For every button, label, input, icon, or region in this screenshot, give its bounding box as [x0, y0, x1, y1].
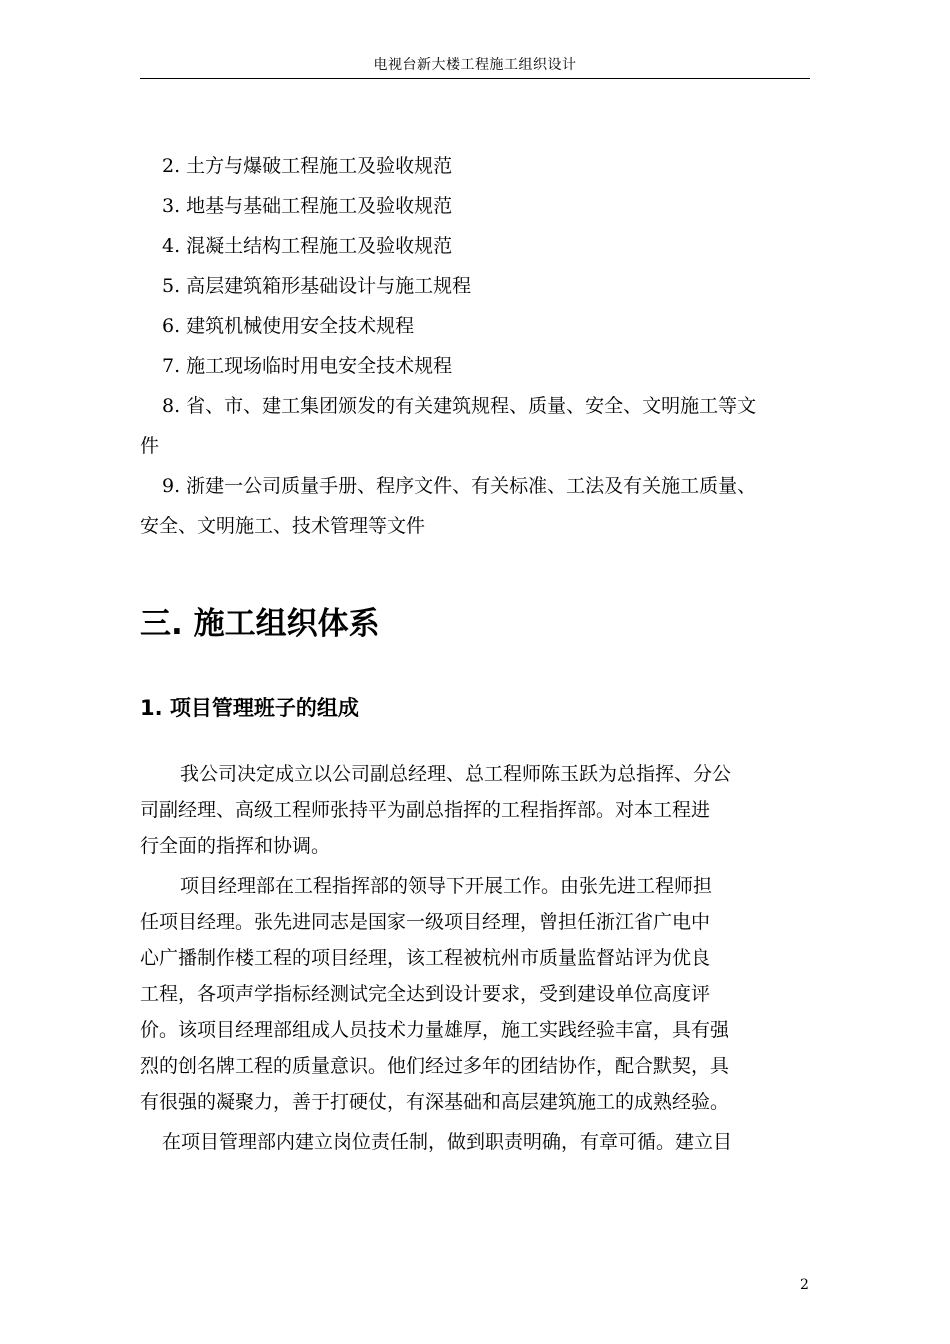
paragraph-line: 行全面的指挥和协调。	[140, 835, 331, 857]
paragraph-line: 司副经理、高级工程师张持平为副总指挥的工程指挥部。对本工程进	[140, 799, 711, 821]
paragraph-line: 价。该项目经理部组成人员技术力量雄厚，施工实践经验丰富，具有强	[140, 1019, 730, 1041]
page-header	[140, 56, 810, 79]
standards-list	[140, 146, 820, 546]
section-title: 三. 施工组织体系	[140, 606, 380, 642]
list-item-9	[140, 466, 820, 506]
subsection-title: 1. 项目管理班子的组成	[140, 696, 359, 720]
document-title: 电视台新大楼工程施工组织设计	[373, 57, 577, 73]
paragraph-line: 心广播制作楼工程的项目经理，该工程被杭州市质量监督站评为优良	[140, 947, 711, 969]
list-item-8-continued	[140, 426, 820, 466]
page-number: 2	[800, 1277, 809, 1293]
list-item: 5. 高层建筑箱形基础设计与施工规程	[162, 275, 472, 297]
list-item: 6. 建筑机械使用安全技术规程	[162, 315, 415, 337]
paragraph-line: 工程，各项声学指标经测试完全达到设计要求，受到建设单位高度评	[140, 983, 711, 1005]
list-item: 3. 地基与基础工程施工及验收规范	[162, 195, 453, 217]
paragraph-line: 有很强的凝聚力，善于打硬仗，有深基础和高层建筑施工的成熟经验。	[140, 1091, 730, 1113]
list-item-8-line-2: 件	[140, 435, 160, 457]
list-item-9-line-2: 安全、文明施工、技术管理等文件	[140, 515, 426, 537]
list-item-8-line-1: 8. 省、市、建工集团颁发的有关建筑规程、质量、安全、文明施工等文	[162, 395, 757, 417]
paragraph-3	[140, 1124, 812, 1160]
body-text	[140, 756, 812, 1160]
list-item-9-line-1: 9. 浙建一公司质量手册、程序文件、有关标准、工法及有关施工质量、	[162, 475, 757, 497]
paragraph-line: 我公司决定成立以公司副总经理、总工程师陈玉跃为总指挥、分公	[180, 763, 732, 785]
paragraph-line: 任项目经理。张先进同志是国家一级项目经理，曾担任浙江省广电中	[140, 911, 711, 933]
list-item-8	[140, 386, 820, 426]
paragraph-line: 项目经理部在工程指挥部的领导下开展工作。由张先进工程师担	[180, 875, 713, 897]
list-item: 4. 混凝土结构工程施工及验收规范	[162, 235, 453, 257]
list-item: 2. 土方与爆破工程施工及验收规范	[162, 155, 453, 177]
paragraph-2	[140, 868, 812, 1120]
paragraph-line: 烈的创名牌工程的质量意识。他们经过多年的团结协作，配合默契，具	[140, 1055, 730, 1077]
list-item-9-continued	[140, 506, 820, 546]
list-item: 7. 施工现场临时用电安全技术规程	[162, 355, 453, 377]
paragraph-line: 在项目管理部内建立岗位责任制，做到职责明确，有章可循。建立目	[162, 1131, 733, 1153]
paragraph-1	[140, 756, 812, 864]
